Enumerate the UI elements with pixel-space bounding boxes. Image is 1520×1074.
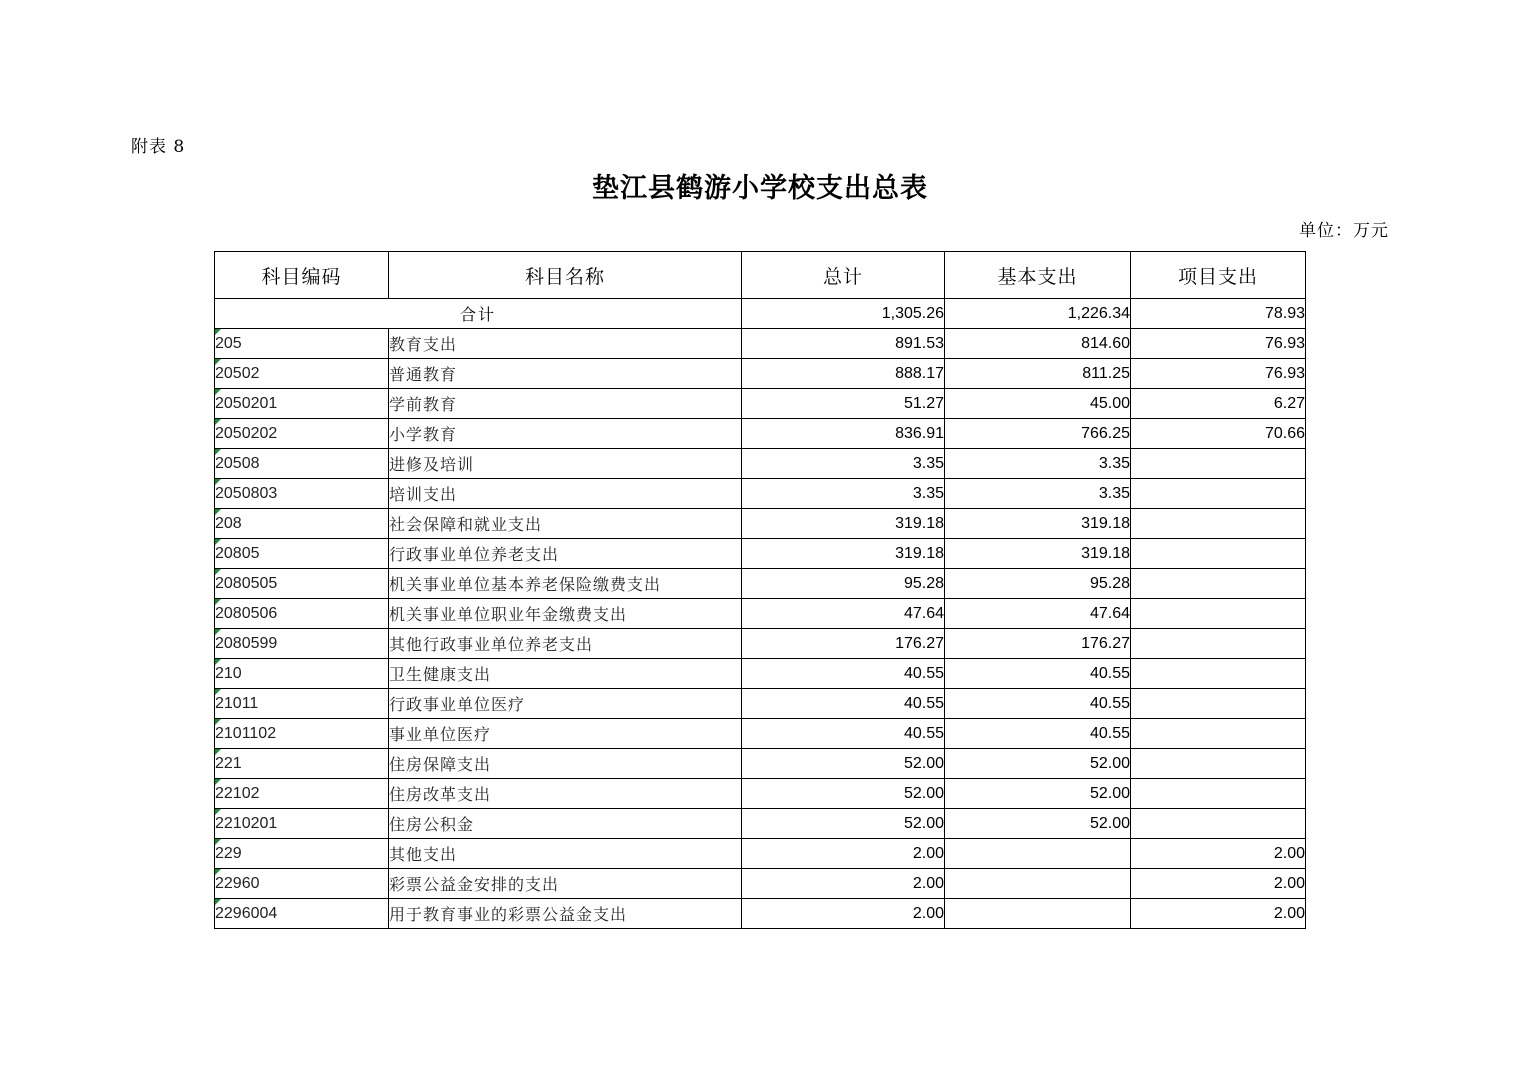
row-code: 2050803 — [215, 479, 389, 509]
row-name: 社会保障和就业支出 — [389, 509, 742, 539]
row-basic: 766.25 — [945, 419, 1131, 449]
row-code: 2101102 — [215, 719, 389, 749]
row-name: 其他支出 — [389, 839, 742, 869]
table-row — [215, 779, 1306, 809]
table-row — [215, 389, 1306, 419]
row-code: 2050202 — [215, 419, 389, 449]
row-project: 70.66 — [1131, 419, 1306, 449]
row-total: 95.28 — [742, 569, 945, 599]
table-header-row — [215, 252, 1306, 299]
row-code: 2296004 — [215, 899, 389, 929]
row-basic: 319.18 — [945, 509, 1131, 539]
header-basic: 基本支出 — [945, 252, 1131, 299]
row-name: 其他行政事业单位养老支出 — [389, 629, 742, 659]
row-basic — [945, 869, 1131, 899]
table-row — [215, 329, 1306, 359]
row-basic: 176.27 — [945, 629, 1131, 659]
header-name: 科目名称 — [389, 252, 742, 299]
row-name: 机关事业单位职业年金缴费支出 — [389, 599, 742, 629]
row-project: 6.27 — [1131, 389, 1306, 419]
table-row — [215, 809, 1306, 839]
row-project: 2.00 — [1131, 869, 1306, 899]
row-code: 20502 — [215, 359, 389, 389]
row-name: 住房公积金 — [389, 809, 742, 839]
total-project: 78.93 — [1131, 299, 1306, 329]
row-project — [1131, 599, 1306, 629]
row-project — [1131, 479, 1306, 509]
row-project — [1131, 629, 1306, 659]
row-name: 卫生健康支出 — [389, 659, 742, 689]
row-basic: 40.55 — [945, 659, 1131, 689]
table-row — [215, 509, 1306, 539]
row-name: 用于教育事业的彩票公益金支出 — [389, 899, 742, 929]
row-code: 210 — [215, 659, 389, 689]
total-row — [215, 299, 1306, 329]
row-project — [1131, 569, 1306, 599]
row-code: 208 — [215, 509, 389, 539]
row-project — [1131, 719, 1306, 749]
row-basic: 3.35 — [945, 449, 1131, 479]
row-total: 836.91 — [742, 419, 945, 449]
row-code: 2080599 — [215, 629, 389, 659]
total-total: 1,305.26 — [742, 299, 945, 329]
row-basic — [945, 899, 1131, 929]
attachment-label: 附表 8 — [131, 137, 186, 157]
row-total: 3.35 — [742, 479, 945, 509]
header-total: 总计 — [742, 252, 945, 299]
row-project: 76.93 — [1131, 329, 1306, 359]
table-row — [215, 869, 1306, 899]
row-name: 行政事业单位养老支出 — [389, 539, 742, 569]
row-code: 2210201 — [215, 809, 389, 839]
header-code: 科目编码 — [215, 252, 389, 299]
row-project — [1131, 449, 1306, 479]
row-total: 2.00 — [742, 899, 945, 929]
row-name: 教育支出 — [389, 329, 742, 359]
row-total: 40.55 — [742, 689, 945, 719]
table-row — [215, 449, 1306, 479]
row-project — [1131, 749, 1306, 779]
row-total: 319.18 — [742, 509, 945, 539]
row-basic: 95.28 — [945, 569, 1131, 599]
row-basic: 52.00 — [945, 809, 1131, 839]
table-row — [215, 419, 1306, 449]
row-code: 2080506 — [215, 599, 389, 629]
row-code: 22102 — [215, 779, 389, 809]
row-total: 40.55 — [742, 719, 945, 749]
row-name: 培训支出 — [389, 479, 742, 509]
row-name: 小学教育 — [389, 419, 742, 449]
total-basic: 1,226.34 — [945, 299, 1131, 329]
row-project — [1131, 689, 1306, 719]
row-name: 普通教育 — [389, 359, 742, 389]
row-project: 2.00 — [1131, 839, 1306, 869]
row-code: 20805 — [215, 539, 389, 569]
row-name: 机关事业单位基本养老保险缴费支出 — [389, 569, 742, 599]
row-basic: 45.00 — [945, 389, 1131, 419]
row-total: 52.00 — [742, 749, 945, 779]
row-basic: 814.60 — [945, 329, 1131, 359]
page-title: 垫江县鹤游小学校支出总表 — [592, 173, 928, 204]
row-total: 3.35 — [742, 449, 945, 479]
unit-label: 单位：万元 — [1299, 221, 1389, 241]
row-total: 891.53 — [742, 329, 945, 359]
row-name: 住房保障支出 — [389, 749, 742, 779]
row-project: 2.00 — [1131, 899, 1306, 929]
table-row — [215, 569, 1306, 599]
row-total: 2.00 — [742, 839, 945, 869]
row-code: 21011 — [215, 689, 389, 719]
row-basic: 40.55 — [945, 719, 1131, 749]
row-name: 学前教育 — [389, 389, 742, 419]
row-total: 2.00 — [742, 869, 945, 899]
row-project: 76.93 — [1131, 359, 1306, 389]
row-code: 221 — [215, 749, 389, 779]
row-basic: 319.18 — [945, 539, 1131, 569]
row-project — [1131, 779, 1306, 809]
row-total: 176.27 — [742, 629, 945, 659]
row-project — [1131, 809, 1306, 839]
row-total: 47.64 — [742, 599, 945, 629]
row-project — [1131, 659, 1306, 689]
table-row — [215, 629, 1306, 659]
row-basic: 52.00 — [945, 779, 1131, 809]
row-name: 事业单位医疗 — [389, 719, 742, 749]
row-basic: 40.55 — [945, 689, 1131, 719]
table-row — [215, 659, 1306, 689]
table-row — [215, 689, 1306, 719]
table-row — [215, 839, 1306, 869]
expenditure-table — [214, 251, 1306, 929]
row-project — [1131, 509, 1306, 539]
table-row — [215, 599, 1306, 629]
table-row — [215, 479, 1306, 509]
row-total: 52.00 — [742, 809, 945, 839]
row-basic: 3.35 — [945, 479, 1131, 509]
row-code: 22960 — [215, 869, 389, 899]
header-project: 项目支出 — [1131, 252, 1306, 299]
row-name: 住房改革支出 — [389, 779, 742, 809]
table-row — [215, 359, 1306, 389]
row-project — [1131, 539, 1306, 569]
row-code: 2080505 — [215, 569, 389, 599]
row-name: 行政事业单位医疗 — [389, 689, 742, 719]
row-total: 52.00 — [742, 779, 945, 809]
row-basic: 47.64 — [945, 599, 1131, 629]
row-code: 2050201 — [215, 389, 389, 419]
row-basic — [945, 839, 1131, 869]
table-row — [215, 719, 1306, 749]
row-basic: 811.25 — [945, 359, 1131, 389]
row-total: 51.27 — [742, 389, 945, 419]
table-row — [215, 899, 1306, 929]
row-total: 888.17 — [742, 359, 945, 389]
row-name: 彩票公益金安排的支出 — [389, 869, 742, 899]
total-label: 合计 — [215, 299, 742, 329]
row-code: 205 — [215, 329, 389, 359]
table-row — [215, 749, 1306, 779]
row-total: 319.18 — [742, 539, 945, 569]
row-code: 20508 — [215, 449, 389, 479]
row-basic: 52.00 — [945, 749, 1131, 779]
row-code: 229 — [215, 839, 389, 869]
table-row — [215, 539, 1306, 569]
row-total: 40.55 — [742, 659, 945, 689]
row-name: 进修及培训 — [389, 449, 742, 479]
